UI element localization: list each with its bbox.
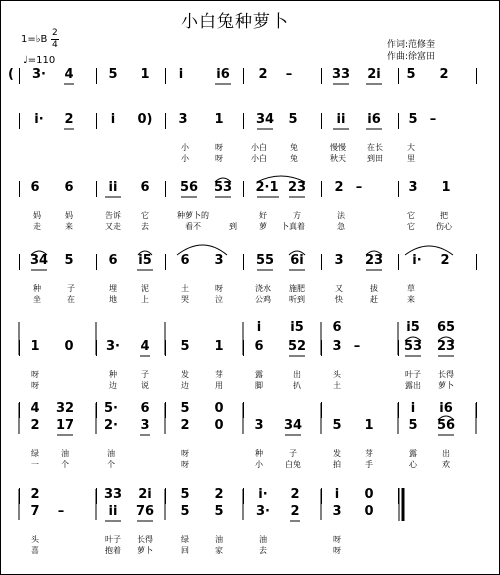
note-cell: 34 bbox=[29, 253, 49, 268]
note-cell: 7 bbox=[30, 504, 40, 519]
lyric-word: 欢 bbox=[442, 460, 450, 469]
note-cell: 2 bbox=[258, 67, 268, 82]
note-cell: 3· bbox=[32, 67, 46, 82]
note-cell: i· bbox=[412, 253, 422, 268]
lyric-word: 种 bbox=[255, 449, 263, 458]
lyric-word: 出 bbox=[293, 370, 301, 379]
lyric-word: 秋天 bbox=[330, 154, 346, 163]
note-cell: 65 bbox=[436, 320, 456, 335]
note-cell: – bbox=[57, 504, 65, 519]
lyric-word: 快 bbox=[335, 295, 343, 304]
note-cell: 56 bbox=[179, 180, 199, 195]
lyric-word: 油 bbox=[107, 449, 115, 458]
note-cell: 5· bbox=[104, 401, 118, 416]
lyric-word: 芽 bbox=[215, 370, 223, 379]
note-cell: 2 bbox=[290, 504, 300, 519]
lyric-word: 来 bbox=[65, 222, 73, 231]
note-cell: 52 bbox=[287, 339, 307, 354]
lyric-word: 上 bbox=[141, 295, 149, 304]
lyric-word: 个 bbox=[107, 460, 115, 469]
note-cell: 5 bbox=[332, 418, 342, 433]
lyric-word: 回 bbox=[181, 546, 189, 555]
lyric-word: 小白 bbox=[251, 143, 267, 152]
note-cell: 4 bbox=[30, 401, 40, 416]
lyric-word: 发 bbox=[181, 370, 189, 379]
note-cell: 4 bbox=[64, 67, 74, 82]
final-barline bbox=[399, 488, 403, 521]
note-cell: i5 bbox=[406, 320, 420, 335]
note-cell: i· bbox=[34, 112, 44, 127]
note-cell: 6 bbox=[108, 253, 118, 268]
note-cell: 1 bbox=[441, 180, 451, 195]
lyric-word: 呀 bbox=[181, 460, 189, 469]
note-cell: i bbox=[410, 401, 416, 416]
lyric-word: 萝 bbox=[259, 222, 267, 231]
lyric-word: 它 bbox=[407, 211, 415, 220]
lyric-word: 坐 bbox=[33, 295, 41, 304]
note-cell: 0 bbox=[214, 418, 224, 433]
lyric-word: 种萝卜的 bbox=[177, 211, 209, 220]
lyric-word: 出 bbox=[442, 449, 450, 458]
note-cell: 2 bbox=[439, 67, 449, 82]
lyric-word: 呀 bbox=[181, 449, 189, 458]
voice-bracket-lines bbox=[19, 322, 476, 520]
note-cell: 5 bbox=[180, 339, 190, 354]
note-cell: i bbox=[110, 112, 116, 127]
note-cell: 33 bbox=[103, 487, 123, 502]
time-signature-denominator: 4 bbox=[52, 40, 58, 50]
note-cell: ii bbox=[336, 112, 346, 127]
beam-lines bbox=[31, 84, 454, 521]
lyric-word: 妈 bbox=[65, 211, 73, 220]
note-cell: 5 bbox=[408, 418, 418, 433]
note-cell: 6i bbox=[290, 253, 304, 268]
notation-overlay bbox=[1, 1, 499, 574]
lyric-word: 萝卜 bbox=[438, 381, 454, 390]
lyric-word: 看不 bbox=[185, 222, 201, 231]
note-cell: 2i bbox=[367, 67, 381, 82]
lyricist-credit: 作词:范修奎 bbox=[387, 40, 436, 50]
note-cell: 23 bbox=[436, 339, 456, 354]
note-cell: 3· bbox=[106, 339, 120, 354]
note-cell: 0) bbox=[137, 112, 153, 127]
note-cell: 6 bbox=[332, 320, 342, 335]
lyric-word: 兔 bbox=[290, 143, 298, 152]
lyric-word: 叶子 bbox=[105, 535, 121, 544]
lyric-word: 哭 bbox=[181, 295, 189, 304]
lyric-word: 泥 bbox=[141, 284, 149, 293]
lyric-word: 卜真着 bbox=[281, 222, 305, 231]
note-cell: 32 bbox=[55, 401, 75, 416]
note-cell: 53 bbox=[403, 339, 423, 354]
lyric-word: 土 bbox=[333, 381, 341, 390]
lyric-word: 把 bbox=[440, 211, 448, 220]
note-cell: 5 bbox=[180, 487, 190, 502]
lyric-word: 草 bbox=[407, 284, 415, 293]
slur-arcs bbox=[31, 176, 454, 420]
lyric-word: 埋 bbox=[109, 284, 117, 293]
note-cell: i6 bbox=[216, 67, 230, 82]
lyric-word: 扒 bbox=[293, 381, 301, 390]
note-cell: 53 bbox=[213, 180, 233, 195]
note-cell: 3· bbox=[256, 504, 270, 519]
note-cell: ii bbox=[108, 180, 118, 195]
lyric-word: 妈 bbox=[33, 211, 41, 220]
lyric-word: 一 bbox=[31, 460, 39, 469]
note-cell: 5 bbox=[406, 67, 416, 82]
lyric-word: 用 bbox=[215, 381, 223, 390]
lyric-word: 长得 bbox=[438, 370, 454, 379]
lyric-word: 呀 bbox=[31, 381, 39, 390]
lyric-word: 公鸡 bbox=[255, 295, 271, 304]
song-title: 小白兔种萝卜 bbox=[181, 12, 289, 32]
note-cell: 2 bbox=[64, 112, 74, 127]
note-cell: i6 bbox=[367, 112, 381, 127]
note-cell: 2·1 bbox=[255, 180, 279, 195]
note-cell: 5 bbox=[214, 504, 224, 519]
note-cell: – bbox=[285, 67, 293, 82]
note-cell: 6 bbox=[180, 253, 190, 268]
note-cell: 34 bbox=[283, 418, 303, 433]
lyric-word: 绿 bbox=[181, 535, 189, 544]
lyric-word: 到 bbox=[229, 222, 237, 231]
note-cell: 1 bbox=[214, 112, 224, 127]
lyric-word: 好 bbox=[259, 211, 267, 220]
note-cell: ii bbox=[108, 504, 118, 519]
lyric-word: 拔 bbox=[370, 284, 378, 293]
note-cell: i5 bbox=[138, 253, 152, 268]
note-cell: 17 bbox=[55, 418, 75, 433]
lyric-word: 走 bbox=[33, 222, 41, 231]
note-cell: 2· bbox=[104, 418, 118, 433]
lyric-word: 慢慢 bbox=[330, 143, 346, 152]
lyric-word: 它 bbox=[141, 211, 149, 220]
note-cell: 0 bbox=[364, 504, 374, 519]
note-cell: 76 bbox=[135, 504, 155, 519]
lyric-word: 伤心 bbox=[436, 222, 452, 231]
lyric-word: 呀 bbox=[333, 535, 341, 544]
lyric-word: 子 bbox=[141, 370, 149, 379]
note-cell: 6 bbox=[140, 180, 150, 195]
lyric-word: 告诉 bbox=[105, 211, 121, 220]
lyric-word: 法 bbox=[337, 211, 345, 220]
note-cell: 23 bbox=[364, 253, 384, 268]
note-cell: ( bbox=[8, 67, 14, 82]
lyric-word: 泣 bbox=[215, 295, 223, 304]
note-cell: 2 bbox=[30, 418, 40, 433]
note-cell: 6 bbox=[140, 401, 150, 416]
lyric-word: 叶子 bbox=[405, 370, 421, 379]
lyric-word: 它 bbox=[407, 222, 415, 231]
lyric-word: 在长 bbox=[367, 143, 383, 152]
lyric-word: 拍 bbox=[333, 460, 341, 469]
lyric-word: 手 bbox=[365, 460, 373, 469]
lyric-word: 边 bbox=[181, 381, 189, 390]
lyric-word: 家 bbox=[215, 546, 223, 555]
lyric-word: 施肥 bbox=[289, 284, 305, 293]
note-cell: 3 bbox=[332, 504, 342, 519]
note-cell: i bbox=[256, 320, 262, 335]
note-cell: 6 bbox=[254, 339, 264, 354]
note-cell: i bbox=[178, 67, 184, 82]
note-cell: 5 bbox=[288, 112, 298, 127]
lyric-word: 油 bbox=[61, 449, 69, 458]
note-cell: 2 bbox=[214, 487, 224, 502]
note-cell: 3 bbox=[254, 418, 264, 433]
lyric-word: 白兔 bbox=[285, 460, 301, 469]
note-cell: – bbox=[353, 339, 361, 354]
lyric-word: 小白 bbox=[251, 154, 267, 163]
lyric-word: 大 bbox=[407, 143, 415, 152]
time-signature-numerator: 2 bbox=[52, 28, 58, 38]
note-cell: 5 bbox=[180, 504, 190, 519]
note-cell: 3 bbox=[140, 418, 150, 433]
note-cell: 2 bbox=[334, 180, 344, 195]
note-cell: – bbox=[429, 112, 437, 127]
lyric-word: 浇水 bbox=[255, 284, 271, 293]
lyric-word: 小 bbox=[181, 154, 189, 163]
note-cell: 3 bbox=[214, 253, 224, 268]
lyric-word: 赶 bbox=[370, 295, 378, 304]
lyric-word: 听到 bbox=[289, 295, 305, 304]
lyric-word: 呀 bbox=[333, 546, 341, 555]
lyric-word: 头 bbox=[333, 370, 341, 379]
lyric-word: 在 bbox=[67, 295, 75, 304]
lyric-word: 土 bbox=[181, 284, 189, 293]
note-cell: 1 bbox=[30, 339, 40, 354]
composer-credit: 作曲:徐富田 bbox=[387, 52, 436, 62]
note-cell: 6 bbox=[30, 180, 40, 195]
note-cell: 3 bbox=[332, 339, 342, 354]
lyric-word: 呀 bbox=[215, 143, 223, 152]
lyric-word: 喜 bbox=[31, 546, 39, 555]
lyric-word: 边 bbox=[109, 381, 117, 390]
lyric-word: 又走 bbox=[105, 222, 121, 231]
note-cell: 1 bbox=[214, 339, 224, 354]
lyric-word: 地 bbox=[109, 295, 117, 304]
key-signature: 1=♭B bbox=[21, 34, 48, 45]
note-cell: i bbox=[334, 487, 340, 502]
note-cell: i6 bbox=[439, 401, 453, 416]
lyric-word: 头 bbox=[31, 535, 39, 544]
lyric-word: 子 bbox=[67, 284, 75, 293]
lyric-word: 方 bbox=[293, 211, 301, 220]
note-cell: 0 bbox=[64, 339, 74, 354]
note-cell: 2i bbox=[138, 487, 152, 502]
note-cell: 3 bbox=[334, 253, 344, 268]
note-cell: 2 bbox=[30, 487, 40, 502]
lyric-word: 里 bbox=[407, 154, 415, 163]
lyric-word: 又 bbox=[335, 284, 343, 293]
lyric-word: 呀 bbox=[215, 154, 223, 163]
tempo-marking: ♩=110 bbox=[23, 55, 56, 66]
note-cell: 0 bbox=[364, 487, 374, 502]
note-cell: 34 bbox=[255, 112, 275, 127]
lyric-word: 小 bbox=[255, 460, 263, 469]
lyric-word: 种 bbox=[33, 284, 41, 293]
note-cell: 6 bbox=[64, 180, 74, 195]
note-cell: 2 bbox=[440, 253, 450, 268]
lyric-word: 脚 bbox=[255, 381, 263, 390]
lyric-word: 呀 bbox=[31, 370, 39, 379]
note-cell: i· bbox=[258, 487, 268, 502]
note-cell: 33 bbox=[331, 67, 351, 82]
lyric-word: 到田 bbox=[367, 154, 383, 163]
note-cell: 55 bbox=[255, 253, 275, 268]
lyric-word: 芽 bbox=[365, 449, 373, 458]
lyric-word: 呀 bbox=[215, 284, 223, 293]
lyric-word: 个 bbox=[61, 460, 69, 469]
lyric-word: 油 bbox=[259, 535, 267, 544]
lyric-word: 萝卜 bbox=[137, 546, 153, 555]
note-cell: 56 bbox=[436, 418, 456, 433]
lyric-word: 心 bbox=[409, 460, 417, 469]
note-cell: 5 bbox=[108, 67, 118, 82]
lyric-word: 说 bbox=[141, 381, 149, 390]
note-cell: 4 bbox=[140, 339, 150, 354]
lyric-word: 兔 bbox=[290, 154, 298, 163]
lyric-word: 去 bbox=[141, 222, 149, 231]
note-cell: 3 bbox=[408, 180, 418, 195]
lyric-word: 油 bbox=[215, 535, 223, 544]
lyric-word: 发 bbox=[333, 449, 341, 458]
lyric-word: 露 bbox=[409, 449, 417, 458]
note-cell: 5 bbox=[64, 253, 74, 268]
note-cell: 2 bbox=[180, 418, 190, 433]
note-cell: 1 bbox=[140, 67, 150, 82]
lyric-word: 去 bbox=[259, 546, 267, 555]
note-cell: 2 bbox=[290, 487, 300, 502]
lyric-word: 露出 bbox=[405, 381, 421, 390]
note-cell: i5 bbox=[290, 320, 304, 335]
lyric-word: 抱着 bbox=[105, 546, 121, 555]
lyric-word: 露 bbox=[255, 370, 263, 379]
note-cell: 5 bbox=[408, 112, 418, 127]
lyric-word: 长得 bbox=[137, 535, 153, 544]
lyric-word: 子 bbox=[289, 449, 297, 458]
lyric-word: 急 bbox=[337, 222, 345, 231]
note-cell: – bbox=[355, 180, 363, 195]
lyric-word: 绿 bbox=[31, 449, 39, 458]
note-cell: 23 bbox=[287, 180, 307, 195]
note-cell: 0 bbox=[214, 401, 224, 416]
note-cell: 1 bbox=[364, 418, 374, 433]
lyric-word: 小 bbox=[181, 143, 189, 152]
note-cell: 3 bbox=[178, 112, 188, 127]
lyric-word: 种 bbox=[109, 370, 117, 379]
lyric-word: 来 bbox=[407, 295, 415, 304]
note-cell: 5 bbox=[180, 401, 190, 416]
